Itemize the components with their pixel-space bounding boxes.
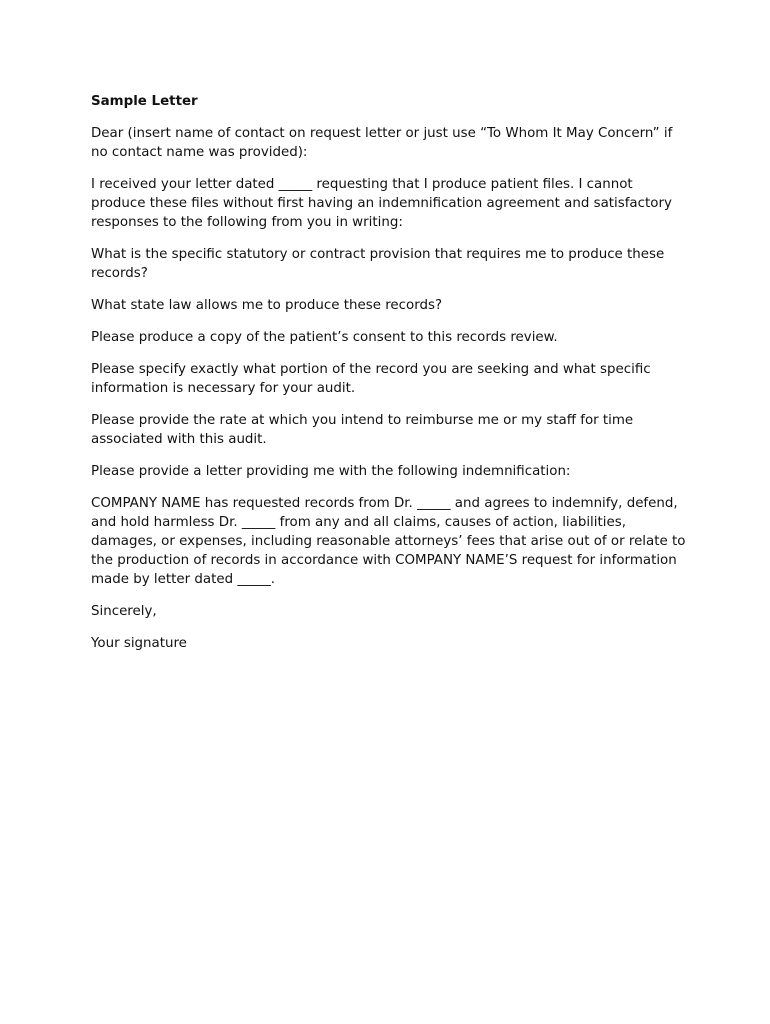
question-state-law: What state law allows me to produce these records? [91, 298, 443, 313]
signature-line: Your signature [91, 636, 187, 651]
closing: Sincerely, [91, 604, 157, 619]
letter-title: Sample Letter [91, 94, 198, 109]
indemnification-clause: COMPANY NAME has requested records from Dr. _____ and agrees to indemnify, defend, and hold harmless Dr. _____ from any and all claims, causes of action, liabilities, damages, or expenses, including reasonable attorneys’ fees that arise out of or relate to the production of records in accordance with COMPANY NAME’S request for information made by letter dated _____. [91, 496, 686, 587]
salutation: Dear (insert name of contact on request letter or just use “To Whom It May Concern” if no contact name was provided): [91, 126, 673, 160]
intro-paragraph: I received your letter dated _____ requesting that I produce patient files. I cannot produce these files without first having an indemnification agreement and satisfactory responses to the following from you in writing: [91, 177, 672, 230]
letter-body [91, 92, 691, 666]
request-record-portion: Please specify exactly what portion of the record you are seeking and what specific information is necessary for your audit. [91, 362, 651, 396]
request-patient-consent: Please produce a copy of the patient’s consent to this records review. [91, 330, 558, 345]
request-indemnification-letter: Please provide a letter providing me with the following indemnification: [91, 464, 571, 479]
request-reimbursement-rate: Please provide the rate at which you intend to reimburse me or my staff for time associated with this audit. [91, 413, 634, 447]
question-statutory-provision: What is the specific statutory or contract provision that requires me to produce these records? [91, 247, 665, 281]
